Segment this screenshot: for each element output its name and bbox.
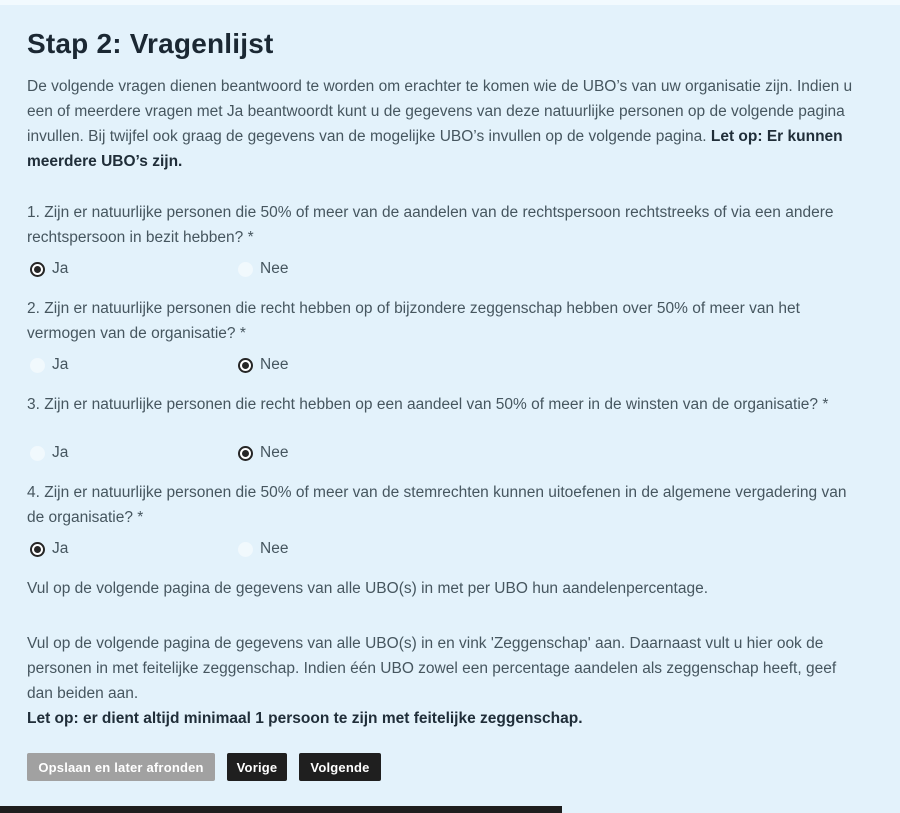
question-3 <box>27 392 855 463</box>
question-2 <box>27 296 855 375</box>
question-4 <box>27 480 855 559</box>
outro-bold-note: Let op: er dient altijd minimaal 1 persoon te zijn met feitelijke zeggenschap. <box>27 710 583 727</box>
footer-bar <box>0 806 562 813</box>
button-row <box>27 753 855 781</box>
radio-icon[interactable] <box>238 542 253 557</box>
question-2-text: 2. Zijn er natuurlijke personen die recht hebben op of bijzondere zeggenschap hebben over 50% of meer van het vermogen van de organisatie? * <box>27 300 800 342</box>
radio-icon[interactable] <box>30 262 45 277</box>
radio-icon[interactable] <box>238 262 253 277</box>
option-label: Nee <box>260 260 289 277</box>
option-label: Ja <box>52 356 69 373</box>
radio-icon[interactable] <box>238 446 253 461</box>
q4-option-ja[interactable] <box>30 540 238 558</box>
option-label: Nee <box>260 444 289 461</box>
question-3-text: 3. Zijn er natuurlijke personen die recht hebben op een aandeel van 50% of meer in de winsten van de organisatie? * <box>27 396 829 413</box>
question-1-options <box>27 259 855 279</box>
intro-paragraph <box>27 74 855 174</box>
page-title: Stap 2: Vragenlijst <box>27 28 274 59</box>
outro-paragraph-2: Vul op de volgende pagina de gegevens van alle UBO(s) in en vink 'Zeggenschap' aan. Daarnaast vult u hier ook de personen in met feitelijke zeggenschap. Indien één UBO zowel een percentage aandelen als zeggenschap heeft, geef dan beiden aan. <box>27 635 837 702</box>
question-3-options <box>27 443 855 463</box>
question-2-options <box>27 355 855 375</box>
q1-option-nee[interactable] <box>238 260 288 278</box>
next-button[interactable]: Volgende <box>299 753 381 781</box>
save-later-button[interactable]: Opslaan en later afronden <box>27 753 215 781</box>
question-4-text: 4. Zijn er natuurlijke personen die 50% of meer van de stemrechten kunnen uitoefenen in de algemene vergadering van de organisatie? * <box>27 484 847 526</box>
option-label: Nee <box>260 356 289 373</box>
question-1-text: 1. Zijn er natuurlijke personen die 50% of meer van de aandelen van de rechtspersoon rechtstreeks of via een andere rechtspersoon in bezit hebben? * <box>27 204 834 246</box>
intro-note-bold: Let op: Er kunnen meerdere UBO’s zijn. <box>27 128 843 170</box>
option-label: Nee <box>260 540 289 557</box>
radio-icon[interactable] <box>238 358 253 373</box>
intro-text: De volgende vragen dienen beantwoord te worden om erachter te komen wie de UBO’s van uw organisatie zijn. Indien u een of meerdere vragen met Ja beantwoordt kunt u de gegevens van deze natuurlijke personen op de volgende pagina invullen. Bij twijfel ook graag de gegevens van de mogelijke UBO’s invullen op de volgende pagina. <box>27 78 853 145</box>
radio-icon[interactable] <box>30 446 45 461</box>
outro-paragraph-1: Vul op de volgende pagina de gegevens van alle UBO(s) in met per UBO hun aandelenpercentage. <box>27 580 709 597</box>
q3-option-ja[interactable] <box>30 444 238 462</box>
radio-icon[interactable] <box>30 542 45 557</box>
option-label: Ja <box>52 444 69 461</box>
question-1 <box>27 200 855 279</box>
top-strip <box>0 0 900 5</box>
radio-icon[interactable] <box>30 358 45 373</box>
q4-option-nee[interactable] <box>238 540 288 558</box>
q2-option-ja[interactable] <box>30 356 238 374</box>
option-label: Ja <box>52 260 69 277</box>
option-label: Ja <box>52 540 69 557</box>
previous-button[interactable]: Vorige <box>227 753 287 781</box>
q2-option-nee[interactable] <box>238 356 288 374</box>
q1-option-ja[interactable] <box>30 260 238 278</box>
q3-option-nee[interactable] <box>238 444 288 462</box>
question-4-options <box>27 539 855 559</box>
